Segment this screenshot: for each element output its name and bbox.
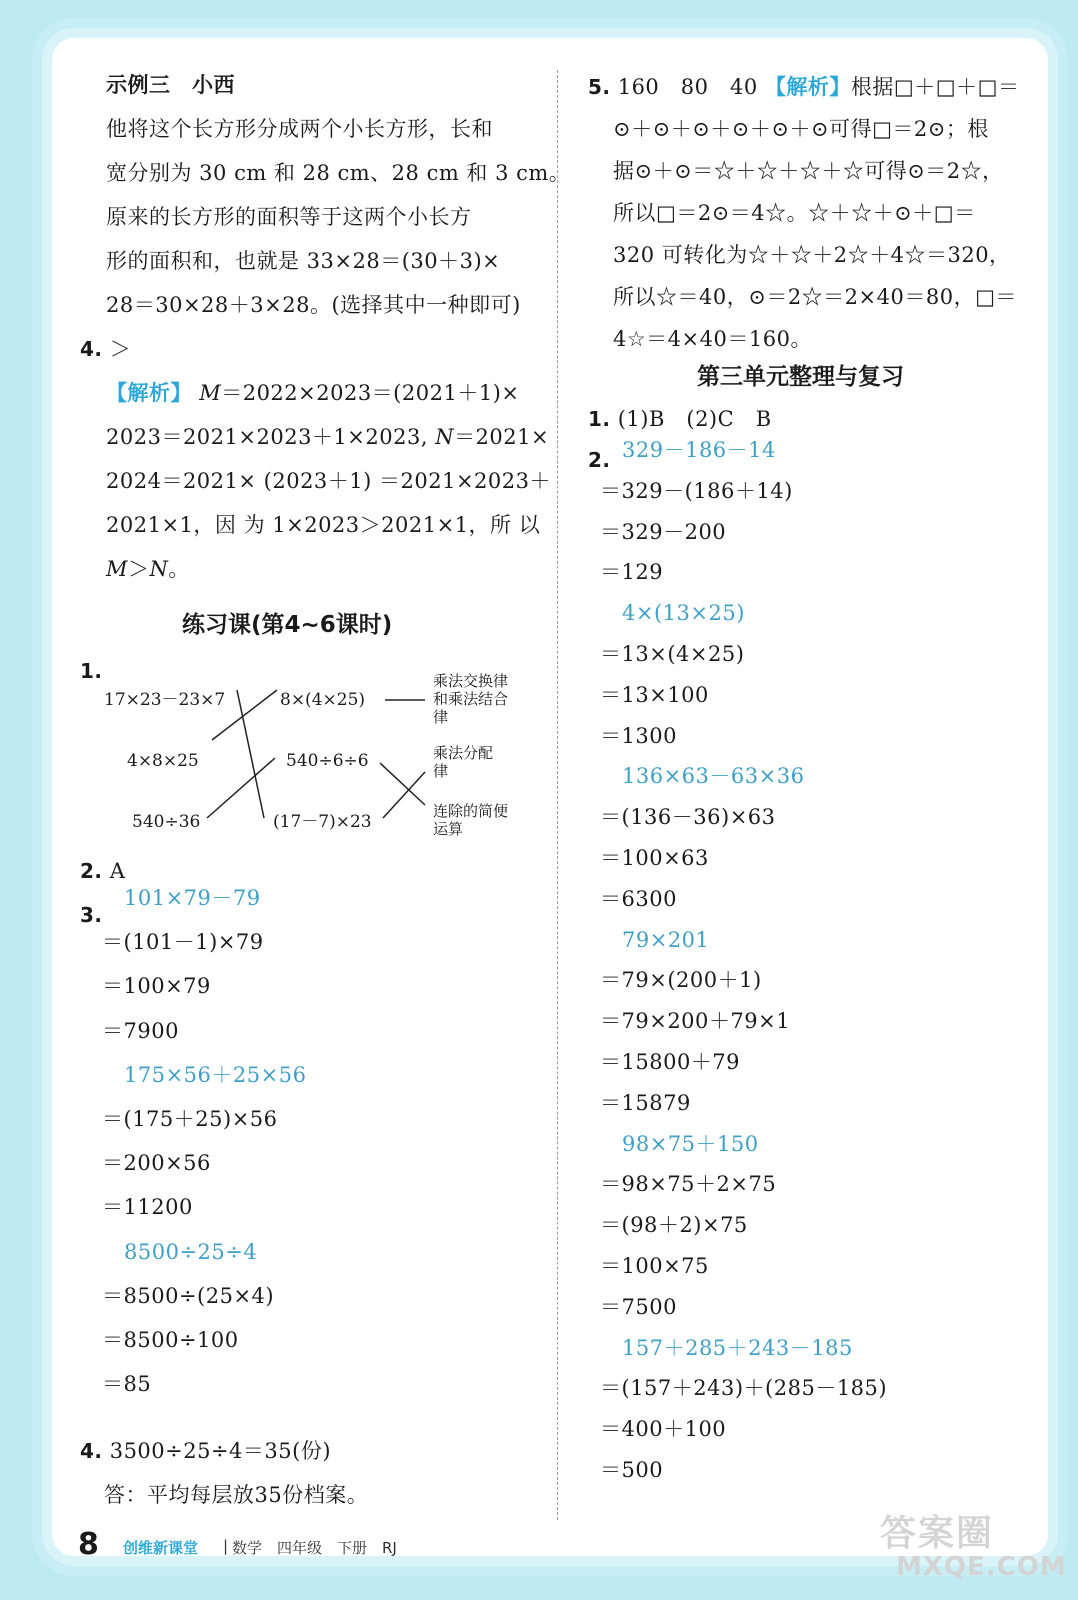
analysis-tag: 【解析】 [764,75,851,99]
diagram-note: 乘法分配律 [433,744,494,780]
question-number: 4. [80,337,103,361]
problem-2 [80,856,125,886]
calc-step-line: ＝98×75＋2×75 [600,1172,777,1197]
question-number: 3. [80,903,103,927]
question-number: 1. [80,659,103,683]
analysis-text: 。 [168,557,190,581]
calc-step-line: ＝200×56 [102,1151,211,1176]
watermark-url: MXQE.COM [896,1552,1067,1582]
calc-step-line: ＝13×100 [600,682,709,707]
expression-line: 329－186－14 [622,438,776,462]
variable-n: N [435,425,455,449]
expression-line: 8500÷25÷4 [124,1239,258,1264]
calc-step-line: ＝129 [600,560,664,585]
calc-step-line: ＝7900 [102,1018,179,1043]
variable-n: N [149,557,169,581]
match-line [237,690,264,818]
review-problem-2-number [588,445,611,475]
expression-line: 79×201 [622,927,710,952]
calc-step-line: ＝(175＋25)×56 [102,1107,278,1131]
analysis-text: ＝2021× [454,425,550,449]
analysis-text: 2023＝2021×2023＋1×2023, [106,425,436,449]
footer-book-info: 数学 四年级 下册 RJ [232,1539,397,1557]
calc-step-line: ＝100×75 [600,1254,709,1278]
calc-step-line: ＝85 [102,1372,152,1397]
match-line [383,772,425,818]
diagram-mid-item: 540÷6÷6 [286,751,369,771]
analysis-text: 根据□＋□＋□＝ [850,75,1020,99]
calc-step-line: ＝400＋100 [600,1417,727,1442]
analysis-text: ＝2022×2023＝(2021＋1)× [221,381,520,405]
expression-line: 175×56＋25×56 [124,1062,307,1087]
question-number: 2. [588,448,611,472]
question-5-answer: 160 80 40 [617,75,758,99]
question-4-analysis-line: 2024＝2021× (2023＋1) ＝2021×2023＋ [106,469,552,493]
diagram-mid-item: 8×(4×25) [280,690,366,710]
variable-m: M [199,381,222,405]
footer-brand: 创维新课堂 [123,1539,199,1557]
example3-line: 他将这个长方形分成两个小长方形，长和 [106,117,493,141]
calc-step-line: ＝(98＋2)×75 [600,1213,748,1238]
calc-step-line: ＝7500 [600,1294,677,1319]
calc-step-line: ＝8500÷100 [102,1328,239,1352]
expression-line: 101×79－79 [124,886,261,910]
section-title-practice: 练习课(第4~6课时) [182,612,393,638]
watermark-logo: 答案圈 [880,1513,995,1554]
expression-line: 157＋285＋243－185 [622,1335,853,1360]
expression-line: 4×(13×25) [622,601,745,626]
calc-step-line: ＝1300 [600,723,677,748]
question-number: 1. [588,407,611,431]
question-4-answer: ＞ [109,337,132,361]
example3-line: 原来的长方形的面积等于这两个小长方 [106,205,472,229]
example3-line: 宽分别为 30 cm 和 28 cm、28 cm 和 3 cm。 [106,161,571,185]
question-5-analysis-line: 据⊙＋⊙＝☆＋☆＋☆＋☆可得⊙＝2☆， [613,159,1004,183]
calc-step-line: ＝13×(4×25) [600,642,745,666]
calc-step-line: ＝100×79 [102,974,211,999]
analysis-tag: 【解析】 [106,381,192,405]
footer-separator: | [223,1537,229,1555]
calc-step-line: ＝79×200＋79×1 [600,1009,791,1034]
question-5-analysis-line: 所以☆＝40，⊙＝2☆＝2×40＝80，□＝ [613,285,1017,309]
review-problem-1 [588,404,772,434]
calc-step-line: ＝329－(186＋14) [600,478,793,503]
question-5-analysis-line: 320 可转化为☆＋☆＋2☆＋4☆＝320， [613,243,1011,267]
expression-line: 136×63－63×36 [622,764,805,789]
problem-4-equation: 3500÷25÷4＝35(份) [109,1439,332,1463]
diagram-left-item: 540÷36 [132,812,201,832]
diagram-mid-item: (17－7)×23 [273,812,372,832]
analysis-text: ＞ [128,557,150,581]
question-number: 5. [588,75,611,99]
problem-4-answer: 答：平均每层放35份档案。 [104,1483,369,1507]
question-4-analysis-line: 2021×1，因 为 1×2023＞2021×1，所 以 [106,513,541,537]
calc-step-line: ＝15879 [600,1090,691,1115]
section-title-unit3-review: 第三单元整理与复习 [697,364,904,390]
calc-step-line: ＝11200 [102,1195,193,1220]
example3-line: 形的面积和，也就是 33×28＝(30＋3)× [106,249,501,273]
page-number: 8 [78,1527,99,1562]
calc-step-line: ＝15800＋79 [600,1050,741,1074]
problem-4 [80,1436,331,1466]
calc-step-line: ＝(136－36)×63 [600,805,776,830]
expression-line: 98×75＋150 [622,1131,759,1156]
match-line [380,763,425,805]
question-number: 4. [80,1439,103,1463]
question-5-analysis-line: ⊙＋⊙＋⊙＋⊙＋⊙＋⊙可得□＝2⊙；根 [613,117,989,141]
diagram-left-item: 17×23－23×7 [104,690,226,710]
question-5-analysis-line: 4☆＝4×40＝160。 [613,327,812,351]
question-5-line [588,72,1019,102]
example3-line: 28＝30×28＋3×28。(选择其中一种即可) [106,293,521,317]
question-number: 2. [80,859,103,883]
calc-step-line: ＝500 [600,1458,664,1482]
diagram-note: 乘法交换律和乘法结合律 [433,672,509,726]
example3-label: 示例三 小西 [106,72,235,97]
calc-step-line: ＝(101－1)×79 [102,930,264,955]
calc-step-line: ＝100×63 [600,846,709,870]
match-line [207,758,275,818]
question-5-analysis-line: 所以□＝2⊙＝4☆。☆＋☆＋⊙＋□＝ [613,201,976,225]
diagram-left-item: 4×8×25 [127,751,199,771]
review-problem-1-answer: (1)B (2)C B [617,407,772,431]
calc-step-line: ＝8500÷(25×4) [102,1283,275,1308]
problem-2-answer: A [109,859,126,883]
variable-m: M [106,557,129,581]
diagram-note: 连除的简便运算 [433,802,509,838]
calc-step-line: ＝79×(200＋1) [600,968,762,993]
problem-3-number [80,900,103,930]
calc-step-line: ＝(157＋243)＋(285－185) [600,1376,888,1401]
calc-step-line: ＝329－200 [600,519,727,544]
calc-step-line: ＝6300 [600,886,677,911]
